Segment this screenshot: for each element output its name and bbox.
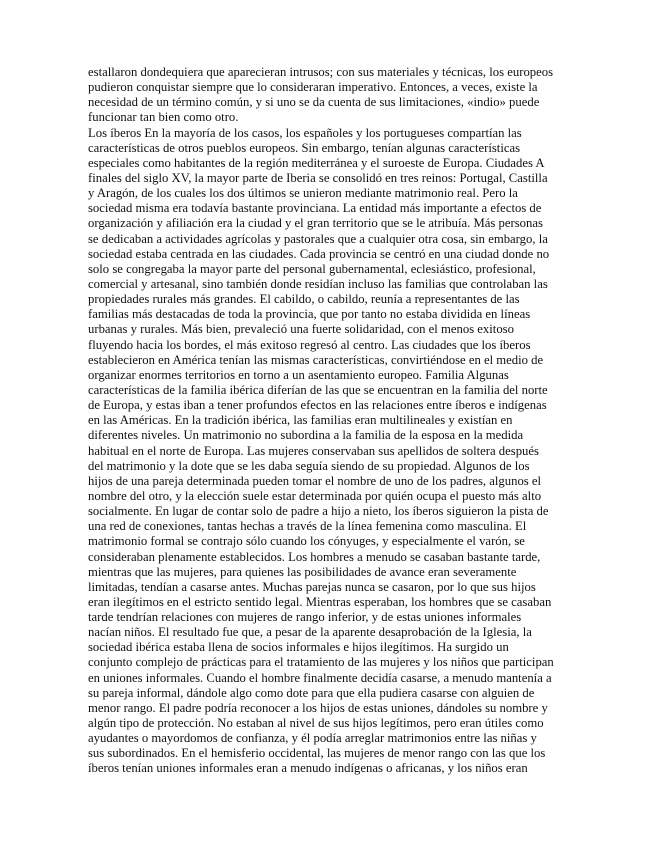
text-line: habitual en el norte de Europa. Las mujeres conservaban sus apellidos de soltera después — [88, 443, 539, 458]
text-line: consideraban plenamente establecidos. Los hombres a menudo se casaban bastante tarde, — [88, 549, 541, 564]
text-line: íberos tenían uniones informales eran a menudo indígenas o africanas, y los niños eran — [88, 761, 528, 776]
text-line: establecieron en América tenían las mismas características, convirtiéndose en el medio de — [88, 352, 544, 367]
text-line: nacían niños. El resultado fue que, a pesar de la aparente desaprobación de la Iglesia, la — [88, 625, 532, 640]
text-line: de Europa, y estas iban a tener profundos efectos en las relaciones entre íberos e indígenas — [88, 398, 547, 413]
text-line: sociedad misma era todavía bastante provinciana. La entidad más importante a efectos de — [88, 201, 542, 216]
text-line: características de la familia ibérica diferían de las que se encuentran en la familia del norte — [88, 382, 548, 397]
text-line: en las Américas. En la tradición ibérica, las familias eran multilineales y existían en — [88, 413, 513, 428]
text-line: diferentes niveles. Un matrimonio no subordina a la familia de la esposa en la medida — [88, 428, 524, 443]
text-line: pudieron conquistar siempre que lo consideraran imperativo. Entonces, a veces, existe la — [88, 80, 538, 95]
text-line: familias más destacadas de toda la provincia, que por tanto no estaba dividida en líneas — [88, 307, 531, 322]
body-text — [88, 65, 568, 777]
text-line: conjunto complejo de prácticas para el tratamiento de las mujeres y los niños que participan — [88, 655, 554, 670]
text-line: se dedicaban a actividades agrícolas y pastorales que a cualquier otra cosa, sin embargo, la — [88, 231, 548, 246]
text-line: una red de conexiones, tantas hechas a través de la línea femenina como masculina. El — [88, 519, 527, 534]
text-line: necesidad de un término común, y si uno se da cuenta de sus limitaciones, «indio» puede — [88, 95, 540, 110]
text-line: sociedad estaba centrada en las ciudades. Cada provincia se centró en una ciudad donde no — [88, 246, 550, 261]
text-line: especiales como habitantes de la región mediterránea y el suroeste de Europa. Ciudades A — [88, 155, 545, 170]
text-line: funcionar tan bien como otro. — [88, 110, 239, 125]
text-line: fluyendo hacia los bordes, el más exitoso regresó al centro. Las ciudades que los íberos — [88, 337, 531, 352]
text-line: en uniones informales. Cuando el hombre finalmente decidía casarse, a menudo mantenía a — [88, 670, 552, 685]
text-line: socialmente. En lugar de contar solo de padre a hijo a nieto, los íberos siguieron la pista de — [88, 504, 549, 519]
text-line: hijos de una pareja determinada pueden tomar el nombre de uno de los padres, algunos el — [88, 473, 542, 488]
text-line: sociedad ibérica estaba llena de socios informales e hijos ilegítimos. Ha surgido un — [88, 640, 509, 655]
text-line: nombre del otro, y la elección suele estar determinada por quién ocupa el puesto más alto — [88, 488, 542, 503]
text-line: y Aragón, de los cuales los dos últimos se unieron mediante matrimonio real. Pero la — [88, 186, 518, 201]
text-line: algún tipo de protección. No estaban al nivel de sus hijos legítimos, pero eran útiles como — [88, 716, 544, 731]
text-line: propiedades rurales más grandes. El cabildo, o cabildo, reunía a representantes de las — [88, 292, 520, 307]
text-line: solo se congregaba la mayor parte del personal gubernamental, eclesiástico, profesional, — [88, 261, 536, 276]
text-line: menor rango. El padre podría reconocer a los hijos de estas uniones, dándoles su nombre y — [88, 700, 548, 715]
text-line: su pareja informal, dándole algo como dote para que ella pudiera casarse con alguien de — [88, 685, 535, 700]
text-line: características de otros pueblos europeos. Sin embargo, tenían algunas características — [88, 140, 521, 155]
text-line: Los íberos En la mayoría de los casos, los españoles y los portugueses compartían las — [88, 125, 522, 140]
text-line: estallaron dondequiera que aparecieran intrusos; con sus materiales y técnicas, los europeos — [88, 65, 554, 79]
text-line: finales del siglo XV, la mayor parte de Iberia se consolidó en tres reinos: Portugal, Castilla — [88, 170, 548, 185]
text-line: del matrimonio y la dote que se les daba seguía siendo de su propiedad. Algunos de los — [88, 458, 530, 473]
text-line: sus subordinados. En el hemisferio occidental, las mujeres de menor rango con las que los — [88, 746, 546, 761]
text-line: organización y afiliación era la ciudad y el gran territorio que se le atribuía. Más personas — [88, 216, 543, 231]
text-line: matrimonio formal se contrajo sólo cuando los cónyuges, y especialmente el varón, se — [88, 534, 525, 549]
text-line: mientras que las mujeres, para quienes las posibilidades de avance eran severamente — [88, 564, 517, 579]
text-line: limitadas, tendían a casarse antes. Muchas parejas nunca se casaron, por lo que sus hijos — [88, 579, 536, 594]
text-line: tarde tendrían relaciones con mujeres de rango inferior, y de estas uniones informales — [88, 610, 522, 625]
text-line: eran ilegítimos en el estricto sentido legal. Mientras esperaban, los hombres que se casaban — [88, 594, 552, 609]
text-line: ayudantes o mayordomos de confianza, y él podía arreglar matrimonios entre las niñas y — [88, 731, 537, 746]
text-line: comercial y artesanal, sino también donde residían incluso las familias que controlaban las — [88, 276, 548, 291]
text-line: urbanas y rurales. Más bien, prevaleció una fuerte solidaridad, con el menos exitoso — [88, 322, 514, 337]
text-line: organizar enormes territorios en torno a un asentamiento europeo. Familia Algunas — [88, 367, 509, 382]
